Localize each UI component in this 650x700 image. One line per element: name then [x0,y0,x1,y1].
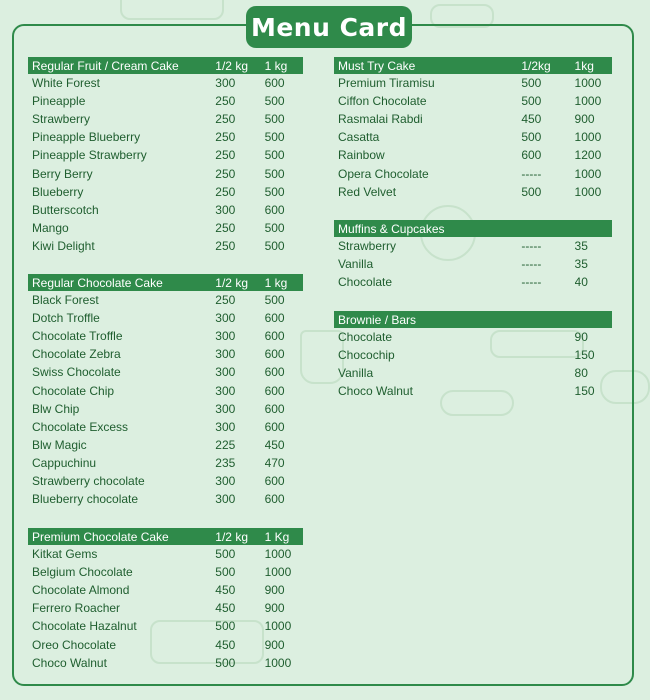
full-kg-header: 1kg [574,58,594,73]
price-half-kg: ----- [521,275,542,290]
right-section-2 [334,220,612,291]
price-half-kg: ----- [521,239,542,254]
item-name: Red Velvet [338,184,397,199]
price-full-kg: 1000 [574,76,602,91]
full-kg-header: 1 Kg [264,529,290,544]
price-half-kg: 500 [521,130,542,145]
menu-item-row [28,381,303,399]
section-header [334,220,612,237]
price-full-kg: 600 [264,365,285,380]
menu-item-row [334,128,612,146]
menu-item-row [28,74,303,92]
price-half-kg: 250 [215,112,236,127]
item-name: Butterscotch [32,202,99,217]
section-title: Premium Chocolate Cake [32,529,169,544]
price-full-kg: 500 [264,220,285,235]
menu-item-row [334,110,612,128]
left-section-2 [28,274,303,508]
item-name: Chocolate Zebra [32,347,121,362]
price-full-kg: 470 [264,455,285,470]
price-half-kg: 500 [215,547,236,562]
item-name: Chocolate Almond [32,583,130,598]
item-name: Chocolate [338,330,393,345]
price-full-kg: 35 [574,239,588,254]
menu-item-row [28,291,303,309]
menu-item-row [28,454,303,472]
menu-item-row [334,328,612,346]
item-name: Blueberry chocolate [32,492,139,507]
menu-item-row [28,418,303,436]
price-full-kg: 80 [574,366,588,381]
section-title: Muffins & Cupcakes [338,221,445,236]
item-name: Rasmalai Rabdi [338,112,423,127]
item-name: Mango [32,220,69,235]
menu-item-row [28,472,303,490]
price-full-kg: 600 [264,347,285,362]
section-header [28,528,303,545]
price-half-kg: 500 [521,184,542,199]
price-half-kg: 225 [215,437,236,452]
section-header [334,57,612,74]
half-kg-header: 1/2 kg [215,58,248,73]
item-name: Chocolate [338,275,393,290]
left-section-1 [28,57,303,255]
item-name: Strawberry [32,112,91,127]
item-name: Casatta [338,130,380,145]
price-full-kg: 600 [264,419,285,434]
price-half-kg: 300 [215,383,236,398]
menu-item-row [28,146,303,164]
menu-item-row [334,255,612,273]
menu-item-row [28,92,303,110]
menu-item-row [334,346,612,364]
item-name: Cappuchinu [32,455,97,470]
menu-item-row [28,345,303,363]
price-full-kg: 500 [264,238,285,253]
section-header [334,311,612,328]
price-full-kg: 500 [264,148,285,163]
price-half-kg: 300 [215,76,236,91]
item-name: Choco Walnut [338,384,413,399]
item-name: Chocochip [338,348,395,363]
price-half-kg: 250 [215,238,236,253]
item-name: Pineapple Strawberry [32,148,147,163]
price-full-kg: 500 [264,94,285,109]
price-half-kg: 500 [215,619,236,634]
menu-item-row [28,635,303,653]
menu-item-row [28,110,303,128]
price-half-kg: 250 [215,220,236,235]
item-name: Opera Chocolate [338,166,429,181]
menu-item-row [28,545,303,563]
price-full-kg: 500 [264,293,285,308]
item-name: Black Forest [32,293,99,308]
menu-item-row [28,400,303,418]
price-half-kg: 250 [215,130,236,145]
item-name: Pineapple [32,94,86,109]
right-section-1 [334,57,612,201]
price-full-kg: 900 [574,112,595,127]
item-name: Vanilla [338,257,374,272]
price-half-kg: 300 [215,329,236,344]
menu-item-row [334,183,612,201]
item-name: Choco Walnut [32,655,107,670]
right-section-3 [334,311,612,400]
price-half-kg: 300 [215,365,236,380]
item-name: Chocolate Hazalnut [32,619,137,634]
price-full-kg: 500 [264,184,285,199]
item-name: Chocolate Chip [32,383,115,398]
price-full-kg: 1000 [264,655,292,670]
item-name: Ferrero Roacher [32,601,121,616]
price-half-kg: 300 [215,492,236,507]
price-full-kg: 40 [574,275,588,290]
price-full-kg: 600 [264,329,285,344]
left-section-3 [28,528,303,672]
half-kg-header: 1/2 kg [215,275,248,290]
menu-item-row [28,183,303,201]
section-title: Regular Fruit / Cream Cake [32,58,179,73]
price-half-kg: 500 [215,565,236,580]
full-kg-header: 1 kg [264,275,288,290]
price-half-kg: 300 [215,419,236,434]
item-name: Strawberry [338,239,397,254]
item-name: Blw Chip [32,401,80,416]
price-half-kg: 235 [215,455,236,470]
item-name: Strawberry chocolate [32,473,145,488]
price-full-kg: 600 [264,311,285,326]
price-full-kg: 1000 [574,130,602,145]
price-full-kg: 1200 [574,148,602,163]
price-full-kg: 1000 [574,184,602,199]
item-name: Blw Magic [32,437,87,452]
price-half-kg: 450 [521,112,542,127]
section-header [28,274,303,291]
price-full-kg: 500 [264,130,285,145]
item-name: White Forest [32,76,101,91]
half-kg-header: 1/2 kg [215,529,248,544]
section-title: Regular Chocolate Cake [32,275,163,290]
price-half-kg: 250 [215,184,236,199]
menu-item-row [28,327,303,345]
price-half-kg: 300 [215,401,236,416]
menu-item-row [28,617,303,635]
price-full-kg: 1000 [264,565,292,580]
price-half-kg: ----- [521,257,542,272]
price-full-kg: 90 [574,330,588,345]
price-full-kg: 1000 [574,166,602,181]
cake-doodle-icon [120,0,224,20]
price-half-kg: 500 [521,76,542,91]
menu-item-row [334,382,612,400]
full-kg-header: 1 kg [264,58,288,73]
item-name: Berry Berry [32,166,93,181]
price-full-kg: 900 [264,601,285,616]
section-header [28,57,303,74]
price-full-kg: 600 [264,473,285,488]
price-half-kg: 250 [215,166,236,181]
menu-item-row [334,273,612,291]
price-half-kg: 300 [215,202,236,217]
menu-item-row [28,164,303,182]
menu-item-row [28,363,303,381]
price-half-kg: 250 [215,94,236,109]
menu-item-row [334,237,612,255]
price-half-kg: 300 [215,347,236,362]
section-title: Brownie / Bars [338,312,417,327]
price-half-kg: 250 [215,293,236,308]
half-kg-header: 1/2kg [521,58,551,73]
price-full-kg: 900 [264,583,285,598]
price-full-kg: 600 [264,202,285,217]
menu-item-row [334,164,612,182]
menu-item-row [334,92,612,110]
menu-item-row [28,599,303,617]
price-half-kg: 300 [215,311,236,326]
page-title: Menu Card [246,6,412,48]
price-full-kg: 1000 [574,94,602,109]
price-full-kg: 450 [264,437,285,452]
item-name: Rainbow [338,148,385,163]
price-full-kg: 500 [264,166,285,181]
price-half-kg: 450 [215,583,236,598]
menu-item-row [28,581,303,599]
item-name: Premium Tiramisu [338,76,435,91]
section-title: Must Try Cake [338,58,416,73]
price-full-kg: 1000 [264,619,292,634]
menu-item-row [28,128,303,146]
menu-item-row [28,436,303,454]
price-half-kg: 500 [521,94,542,109]
price-full-kg: 35 [574,257,588,272]
item-name: Dotch Troffle [32,311,100,326]
item-name: Chocolate Excess [32,419,129,434]
price-half-kg: 250 [215,148,236,163]
price-full-kg: 500 [264,112,285,127]
item-name: Pineapple Blueberry [32,130,141,145]
price-full-kg: 1000 [264,547,292,562]
price-full-kg: 600 [264,383,285,398]
item-name: Blueberry [32,184,84,199]
item-name: Ciffon Chocolate [338,94,427,109]
price-full-kg: 600 [264,76,285,91]
price-full-kg: 150 [574,384,595,399]
menu-item-row [28,309,303,327]
menu-item-row [28,654,303,672]
price-half-kg: 500 [215,655,236,670]
menu-item-row [28,219,303,237]
price-full-kg: 600 [264,401,285,416]
price-half-kg: 450 [215,601,236,616]
menu-item-row [334,74,612,92]
item-name: Kiwi Delight [32,238,95,253]
menu-item-row [334,146,612,164]
item-name: Swiss Chocolate [32,365,121,380]
price-half-kg: 450 [215,637,236,652]
item-name: Oreo Chocolate [32,637,117,652]
menu-item-row [28,237,303,255]
price-half-kg: 300 [215,473,236,488]
price-full-kg: 600 [264,492,285,507]
item-name: Vanilla [338,366,374,381]
menu-item-row [28,490,303,508]
item-name: Kitkat Gems [32,547,98,562]
price-full-kg: 150 [574,348,595,363]
item-name: Belgium Chocolate [32,565,133,580]
price-half-kg: 600 [521,148,542,163]
menu-item-row [28,201,303,219]
price-half-kg: ----- [521,166,542,181]
menu-item-row [334,364,612,382]
price-full-kg: 900 [264,637,285,652]
menu-item-row [28,563,303,581]
item-name: Chocolate Troffle [32,329,123,344]
